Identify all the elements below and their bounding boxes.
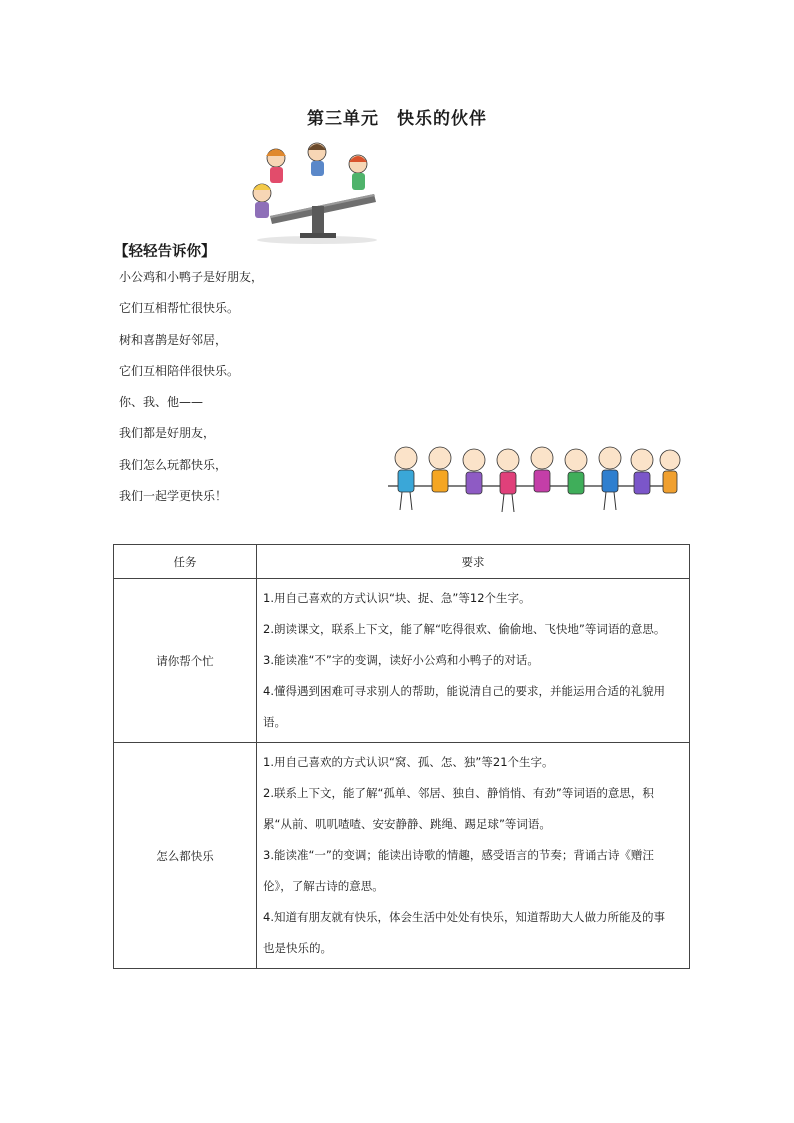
requirement-line: 4.懂得遇到困难可寻求别人的帮助，能说清自己的要求，并能运用合适的礼貌用 [263, 684, 665, 698]
requirement-line: 3.能读准“不”字的变调，读好小公鸡和小鸭子的对话。 [263, 653, 539, 667]
table-header-row [114, 545, 690, 579]
poem-line: 你、我、他—— [119, 395, 204, 410]
kids-holding-hands-illustration [378, 438, 684, 520]
poem-line: 它们互相帮忙很快乐。 [119, 301, 240, 316]
unit-label: 第三单元 [307, 109, 379, 129]
requirement-line: 4.知道有朋友就有快乐，体会生活中处处有快乐，知道帮助大人做力所能及的事 [263, 910, 665, 924]
poem [119, 266, 263, 516]
task-cell: 请你帮个忙 [114, 579, 257, 743]
requirement-line: 3.能读准“一”的变调；能读出诗歌的情趣，感受语言的节奏；背诵古诗《赠汪 [263, 848, 654, 862]
requirement-line: 也是快乐的。 [263, 941, 332, 955]
requirement-cell [257, 579, 690, 743]
requirement-line: 语。 [263, 715, 286, 729]
poem-line: 我们怎么玩都快乐， [119, 457, 228, 472]
section-heading: 【轻轻告诉你】 [114, 244, 216, 260]
table-row [114, 743, 690, 969]
requirement-line: 2.联系上下文，能了解“孤单、邻居、独自、静悄悄、有劲”等词语的意思，积 [263, 786, 654, 800]
poem-line: 小公鸡和小鸭子是好朋友， [119, 270, 264, 284]
page-title [0, 104, 794, 129]
requirement-cell [257, 743, 690, 969]
requirement-line: 累“从前、叽叽喳喳、安安静静、跳绳、踢足球”等词语。 [263, 817, 551, 831]
requirement-line: 1.用自己喜欢的方式认识“块、捉、急”等12个生字。 [263, 591, 531, 605]
unit-theme: 快乐的伙伴 [397, 109, 487, 129]
poem-line: 它们互相陪伴很快乐。 [119, 363, 240, 378]
table-row [114, 579, 690, 743]
task-table [113, 544, 690, 969]
header-task: 任务 [114, 545, 257, 579]
poem-line: 我们都是好朋友， [119, 426, 216, 441]
requirement-line: 2.朗读课文，联系上下文，能了解“吃得很欢、偷偷地、飞快地”等词语的意思。 [263, 622, 666, 636]
poem-line: 我们一起学更快乐！ [119, 489, 228, 504]
seesaw-kids-illustration [242, 138, 392, 248]
requirement-line: 伦》，了解古诗的意思。 [263, 879, 384, 893]
header-requirement: 要求 [257, 545, 690, 579]
poem-line: 树和喜鹊是好邻居， [119, 332, 228, 347]
task-cell: 怎么都快乐 [114, 743, 257, 969]
requirement-line: 1.用自己喜欢的方式认识“窝、孤、怎、独”等21个生字。 [263, 755, 554, 769]
